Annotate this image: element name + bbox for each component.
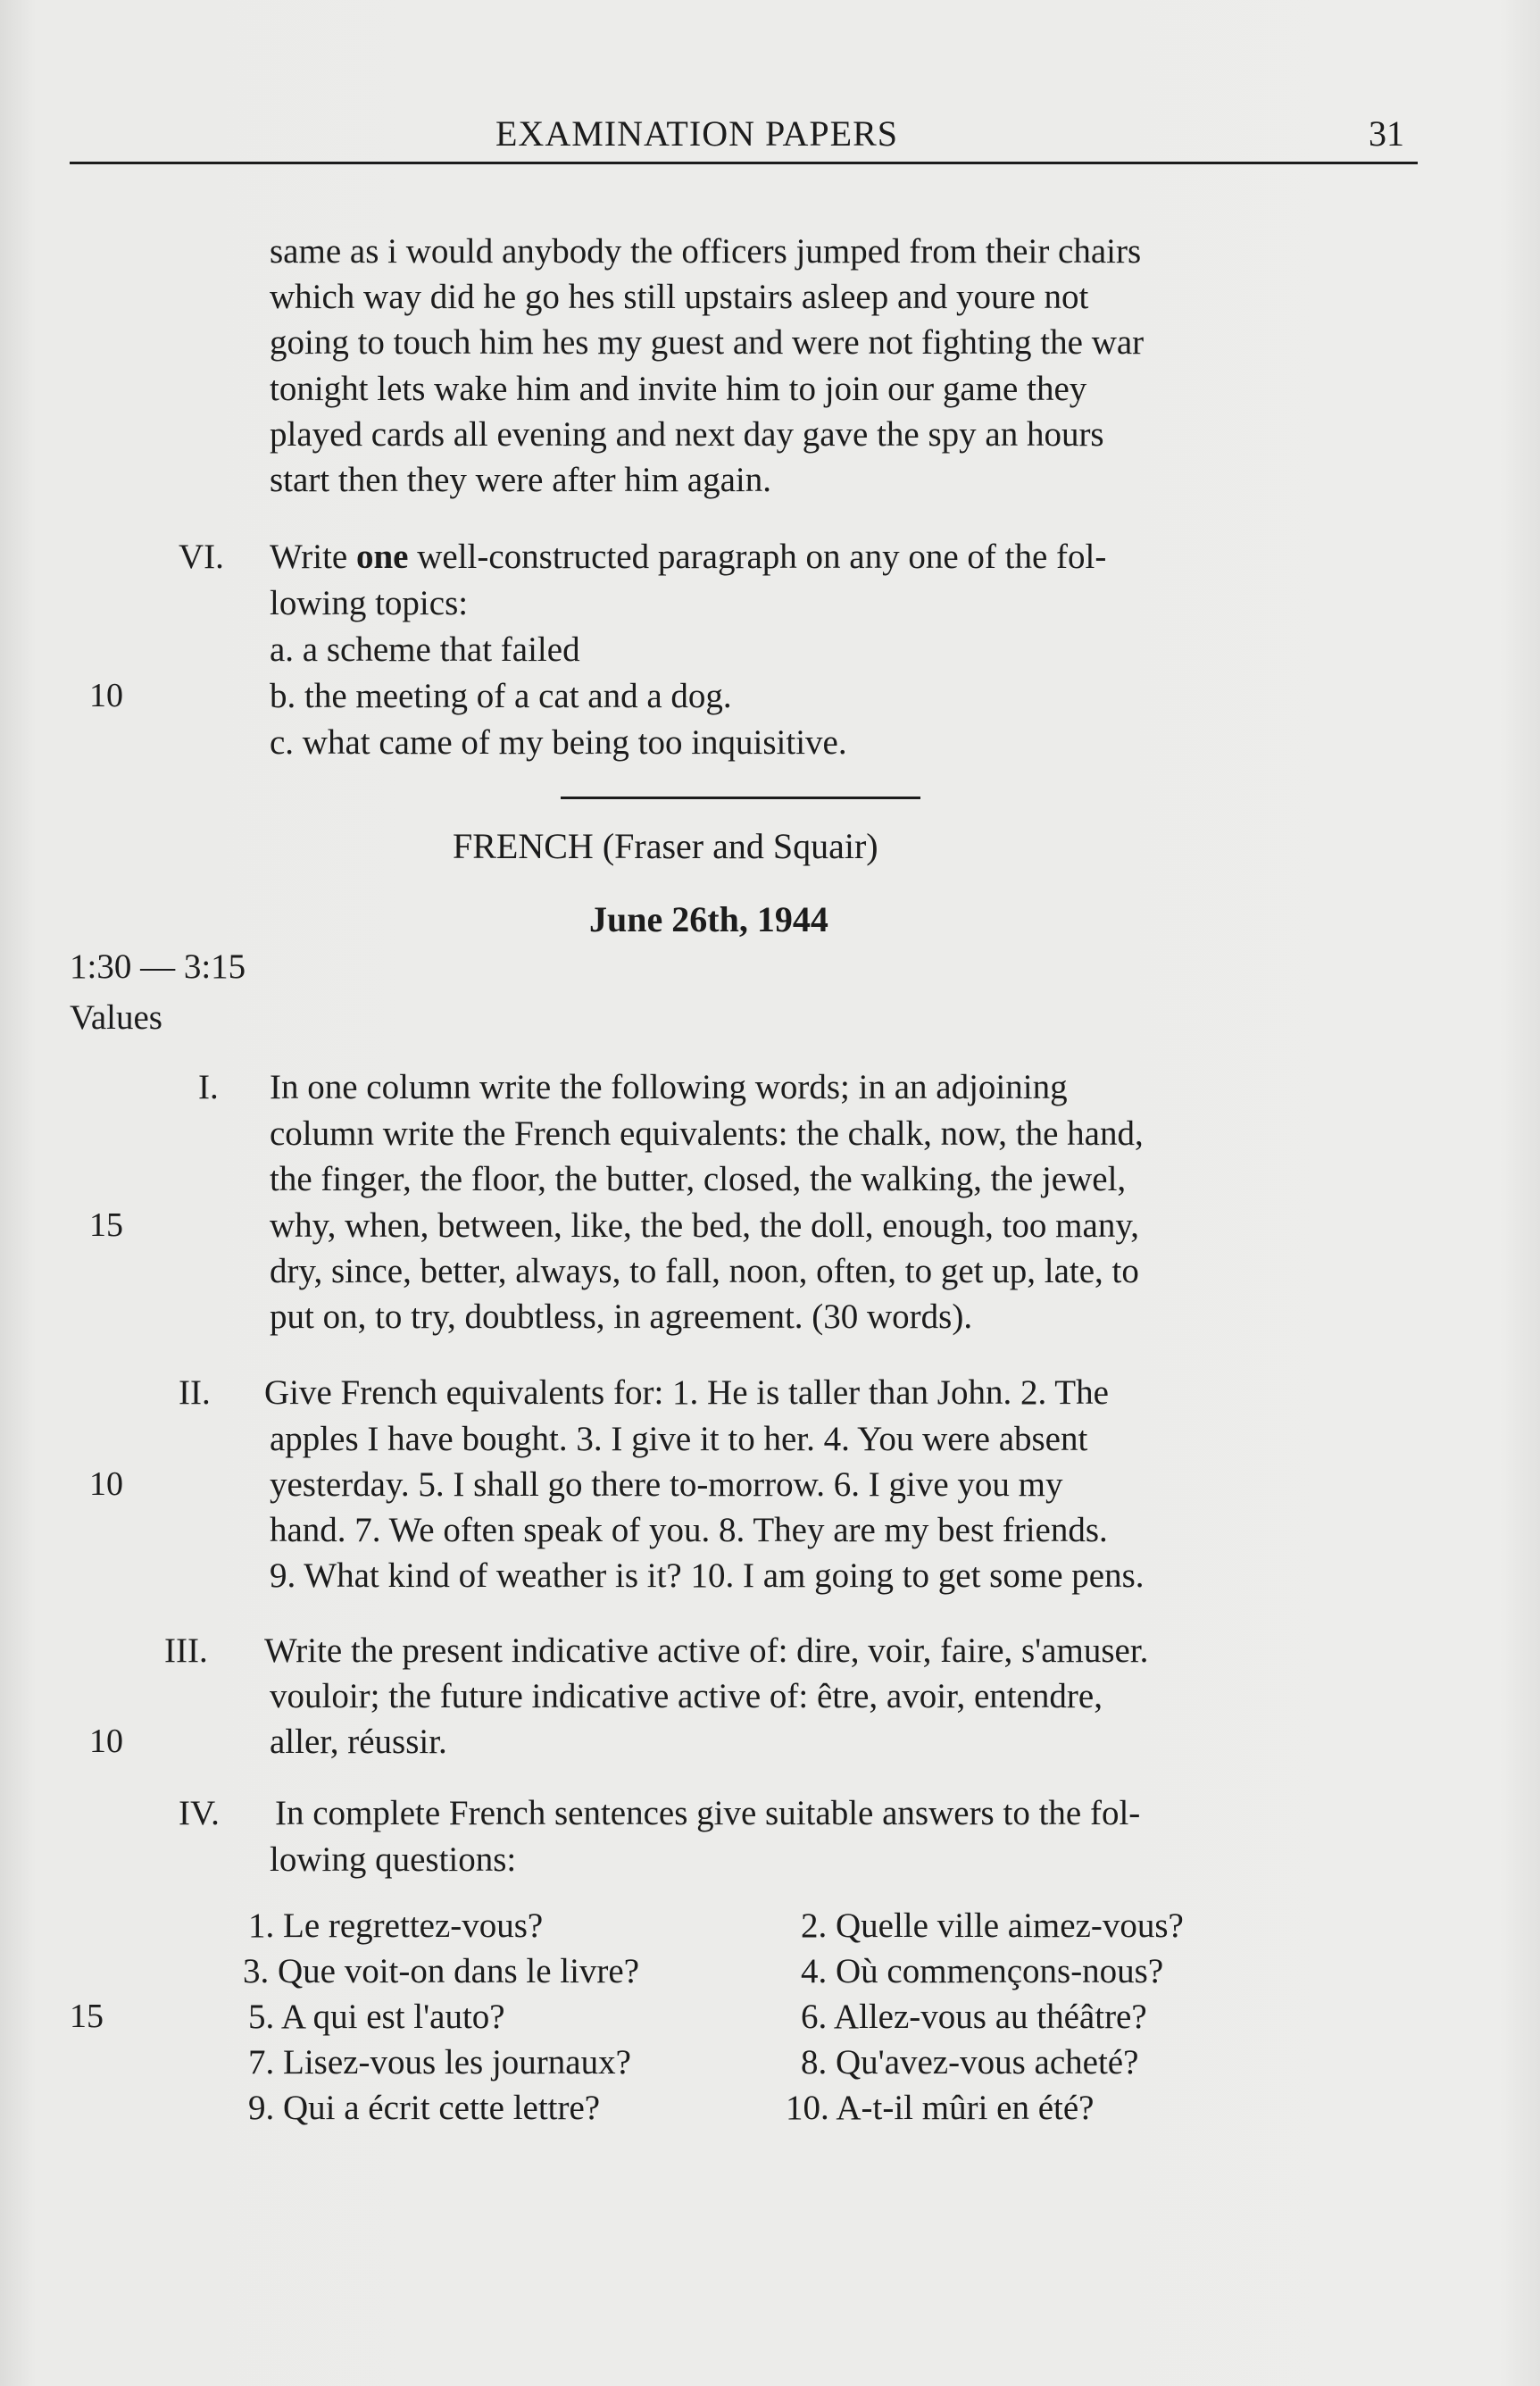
values-label: Values bbox=[70, 998, 162, 1037]
french-question: 2. Quelle ville aimez-vous? bbox=[801, 1906, 1184, 1945]
mark-value: 10 bbox=[89, 677, 123, 714]
emphasis-one: one bbox=[355, 538, 409, 576]
question-line: In complete French sentences give suitable answers to the fol- bbox=[275, 1794, 1141, 1832]
question-vi-line-2: lowing topics: bbox=[270, 584, 469, 622]
french-question: 7. Lisez-vous les journaux? bbox=[248, 2043, 631, 2081]
question-numeral: IV. bbox=[179, 1794, 220, 1832]
question-line: aller, réussir. bbox=[270, 1723, 447, 1761]
exam-time: 1:30 — 3:15 bbox=[70, 947, 246, 986]
continuation-line: tonight lets wake him and invite him to join our game they bbox=[270, 370, 1087, 408]
question-text: well-constructed paragraph on any one of the fol- bbox=[408, 538, 1107, 576]
topic-a: a. a scheme that failed bbox=[270, 630, 580, 669]
french-question: 10. A-t-il mûri en été? bbox=[786, 2089, 1095, 2127]
page-number: 31 bbox=[1369, 113, 1404, 154]
question-line: In one column write the following words; in an adjoining bbox=[270, 1068, 1068, 1106]
question-line: dry, since, better, always, to fall, noon, often, to get up, late, to bbox=[270, 1252, 1139, 1290]
mark-value: 15 bbox=[89, 1206, 123, 1244]
question-line: hand. 7. We often speak of you. 8. They are my best friends. bbox=[270, 1511, 1108, 1549]
french-question: 5. A qui est l'auto? bbox=[248, 1998, 505, 2036]
question-numeral: VI. bbox=[179, 538, 224, 576]
question-line: yesterday. 5. I shall go there to-morrow. 6. I give you my bbox=[270, 1465, 1063, 1504]
french-question: 9. Qui a écrit cette lettre? bbox=[248, 2089, 601, 2127]
header-rule bbox=[70, 162, 1418, 164]
question-line: column write the French equivalents: the chalk, now, the hand, bbox=[270, 1114, 1144, 1153]
question-line: apples I have bought. 3. I give it to her. 4. You were absent bbox=[270, 1420, 1088, 1458]
question-numeral: III. bbox=[164, 1631, 208, 1670]
mark-value: 15 bbox=[70, 1998, 104, 2035]
question-text: Write bbox=[270, 538, 356, 576]
running-header-title: EXAMINATION PAPERS bbox=[495, 113, 899, 154]
section-title: FRENCH (Fraser and Squair) bbox=[453, 826, 878, 866]
question-line: Give French equivalents for: 1. He is taller than John. 2. The bbox=[264, 1373, 1109, 1412]
question-line: why, when, between, like, the bed, the doll, enough, too many, bbox=[270, 1206, 1140, 1245]
question-line: put on, to try, doubtless, in agreement. (30 words). bbox=[270, 1297, 973, 1336]
question-line: lowing questions: bbox=[270, 1840, 517, 1879]
french-question: 8. Qu'avez-vous acheté? bbox=[801, 2043, 1139, 2081]
continuation-line: start then they were after him again. bbox=[270, 461, 772, 499]
continuation-line: which way did he go hes still upstairs asleep and youre not bbox=[270, 278, 1089, 316]
mark-value: 10 bbox=[89, 1723, 123, 1760]
section-separator bbox=[561, 797, 920, 799]
topic-b: b. the meeting of a cat and a dog. bbox=[270, 677, 732, 715]
continuation-line: played cards all evening and next day gave the spy an hours bbox=[270, 415, 1104, 454]
french-question: 6. Allez-vous au théâtre? bbox=[801, 1998, 1147, 2036]
continuation-line: same as i would anybody the officers jumped from their chairs bbox=[270, 232, 1142, 271]
french-question: 4. Où commençons-nous? bbox=[801, 1952, 1164, 1990]
question-vi-line-1 bbox=[270, 539, 1106, 574]
question-numeral: II. bbox=[179, 1373, 211, 1412]
question-line: the finger, the floor, the butter, closed, the walking, the jewel, bbox=[270, 1160, 1127, 1198]
exam-date: June 26th, 1944 bbox=[589, 899, 828, 939]
topic-c: c. what came of my being too inquisitive. bbox=[270, 723, 847, 762]
continuation-line: going to touch him hes my guest and were not fighting the war bbox=[270, 323, 1145, 362]
question-numeral: I. bbox=[198, 1068, 219, 1106]
question-line: Write the present indicative active of: dire, voir, faire, s'amuser. bbox=[264, 1631, 1149, 1670]
mark-value: 10 bbox=[89, 1465, 123, 1503]
question-line: vouloir; the future indicative active of: être, avoir, entendre, bbox=[270, 1677, 1103, 1715]
question-line: 9. What kind of weather is it? 10. I am going to get some pens. bbox=[270, 1556, 1145, 1595]
french-question: 3. Que voit-on dans le livre? bbox=[243, 1952, 640, 1990]
french-question: 1. Le regrettez-vous? bbox=[248, 1906, 544, 1945]
